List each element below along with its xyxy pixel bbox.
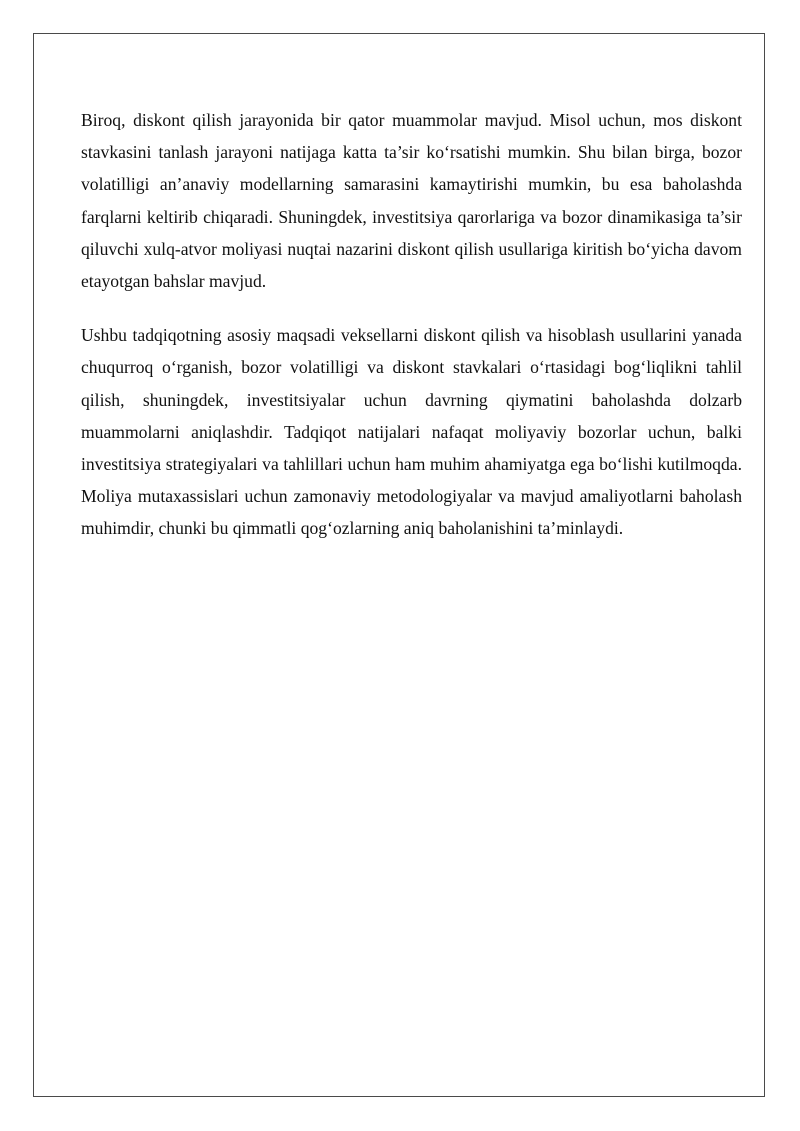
paragraph-2: Ushbu tadqiqotning asosiy maqsadi veksellarni diskont qilish va hisoblash usullarini yanada chuqurroq o‘rganish, bozor volatilligi va diskont stavkalari o‘rtasidagi bog‘liqlikni tahlil qilish, shuningdek, investitsiyalar uchun davrning qiymatini baholashda dolzarb muammolarni aniqlashdir. Tadqiqot natijalari nafaqat moliyaviy bozorlar uchun, balki investitsiya strategiyalari va tahlillari uchun ham muhim ahamiyatga ega bo‘lishi kutilmoqda. Moliya mutaxassislari uchun zamonaviy metodologiyalar va mavjud amaliyotlarni baholash muhimdir, chunki bu qimmatli qog‘ozlarning aniq baholanishini ta’minlaydi. [81,325,742,539]
document-body [81,104,742,567]
paragraph-1: Biroq, diskont qilish jarayonida bir qator muammolar mavjud. Misol uchun, mos diskont stavkasini tanlash jarayoni natijaga katta ta’sir ko‘rsatishi mumkin. Shu bilan birga, bozor volatilligi an’anaviy modellarning samarasini kamaytirishi mumkin, bu esa baholashda farqlarni keltirib chiqaradi. Shuningdek, investitsiya qarorlariga va bozor dinamikasiga ta’sir qiluvchi xulq-atvor moliyasi nuqtai nazarini diskont qilish usullariga kiritish bo‘yicha davom etayotgan bahslar mavjud. [81,110,742,292]
